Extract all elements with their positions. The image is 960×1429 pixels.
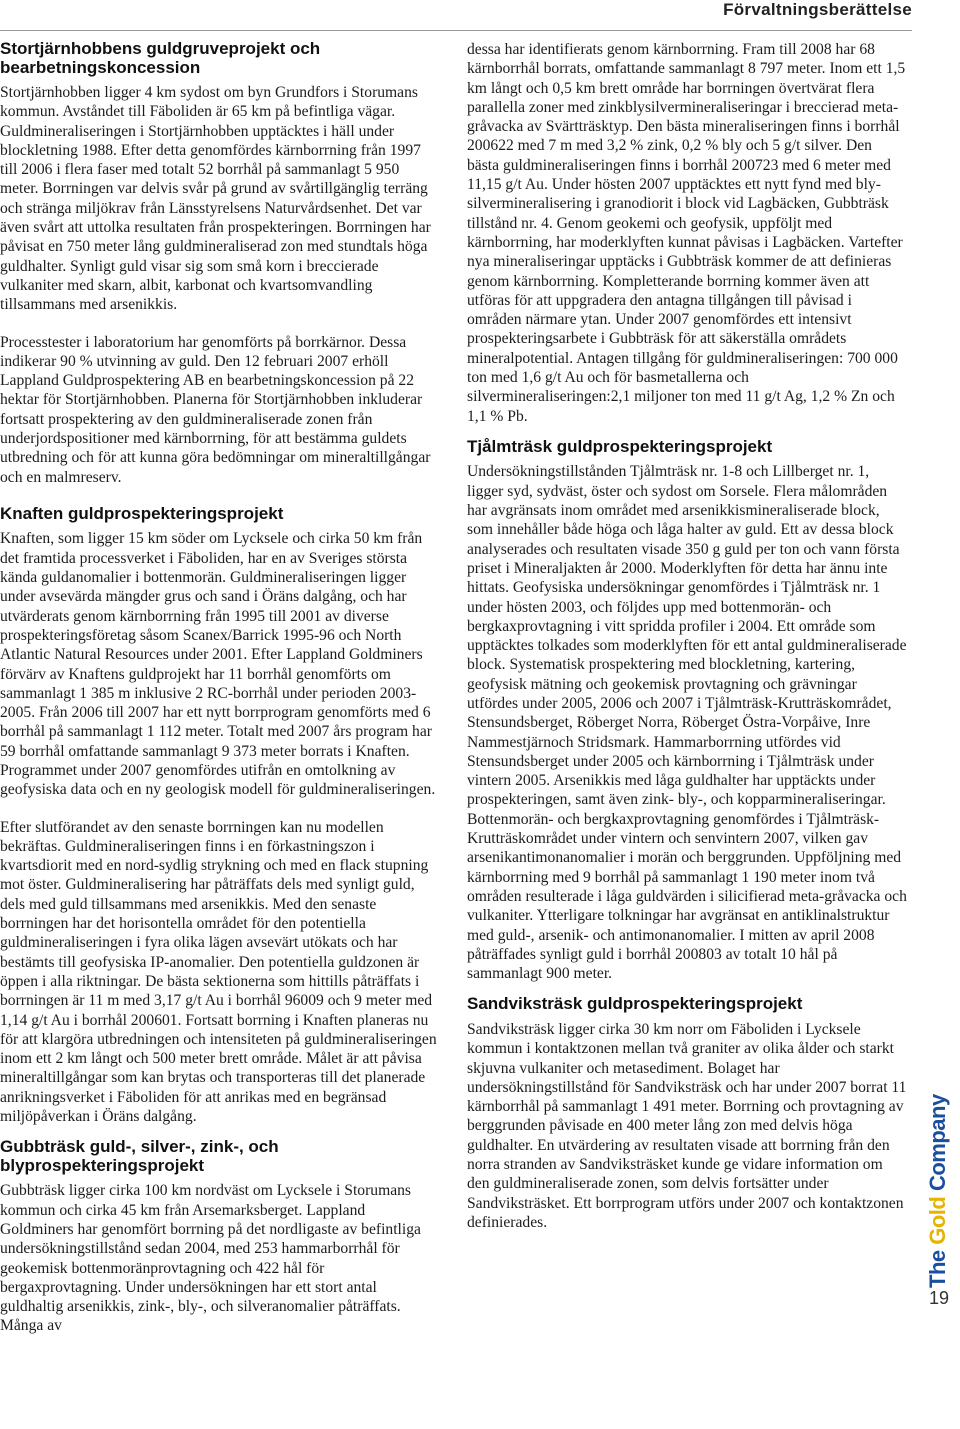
- heading-knaften: Knaften guldprospekteringsprojekt: [0, 503, 284, 523]
- brand-word-gold: Gold: [925, 1196, 950, 1245]
- paragraph-tjalmtrask: Undersökningstillstånden Tjålmträsk nr. 1-8 och Lillberget nr. 1, ligger syd, sydväst, öster och sydost om Sorsele. Flera målområden har avgränsats inom området med arsenikkismineraliserade block, som innehåller både höga och låga halter av guld. Ett av dessa block analyserades och resultaten visade 350 g guld per ton och vann första priset i Mineraljakten år 2000. Moderklyften för detta har ännu inte hittats. Geofysiska undersökningar genomfördes i Tjålmträsk nr. 1 under hösten 2003, och följdes upp med bottenmorän- och bergkaxprovtagning i vitt spridda profiler i 2004. Ett område som upptäcktes tolkades som moderklyften för ett antal guldmineraliserade block. Systematisk prospektering med blockletning, kartering, geofysisk mätning och geokemisk provtagning och grävningar utfördes under 2005, 2006 och 2007 i Tjålmträsk-Krutträskområdet, Stensundsberget, Röberget Norra, Röberget Östra-Vorpåive, Inre Nammestjärnoch Stridsmark. Hammarborrning utfördes vid Stensundsberget under 2005 och kärnborrning i Tjålmträsk under vintern 2005. Arsenikkis med låga guldhalter har upptäckts under prospekteringen, samt även zink- bly-, och kopparmineraliseringar. Bottenmorän- och bergkaxprovtagning genomfördes i Tjålmträsk-Krutträskområdet under vintern och senvintern 2007, vilken gav arsenikantimonanomalier i morän och berggrunden. Uppföljning med kärnborrning med 9 borrhål på sammanlagt 1 190 meter inom två områden resulterade i låga guldvärden i silicifierad meta-gråvacka och vulkaniter. Ytterligare tolkningar har avgränsat en antiklinalstruktur med guld-, arsenik- och antimonanomalier. I mitten av april 2008 påträffades synligt guld i borrhål 200803 av totalt 10 hål på sammanlagt 900 meter.: [467, 463, 907, 983]
- heading-stortjarnhobben: Stortjärnhobbens guldgruveprojekt och bearbetningskoncession: [0, 39, 321, 77]
- brand-word-the: The: [925, 1244, 950, 1288]
- heading-sandvikstrask: Sandviksträsk guldprospekteringsprojekt: [467, 994, 803, 1014]
- header-divider: [0, 30, 912, 31]
- brand-word-company: Company: [925, 1094, 950, 1197]
- left-column: [0, 40, 440, 1354]
- page-number: 19: [928, 1288, 950, 1308]
- paragraph-knaften-2: Efter slutförandet av den senaste borrningen kan nu modellen bekräftas. Guldmineraliseringen finns i en förkastningszon i kvartsdiorit med en nord-sydlig strykning och med en flack stupning mot öster. Guldmineralisering har påträffats dels med synligt guld, dels med guld tillsammans med arsenikkis. Med den senaste borrningen har det horisontella området för den potentiella guldmineraliseringen i fyra olika lägen avsevärt utökats och har bestämts till geofysiska IP-anomalier. Den potentiella guldzonen är öppen i alla riktningar. De bästa sektionerna som hittills påträffats i borrningen är 11 m med 3,17 g/t Au i borrhål 96009 och 9 meter med 1,14 g/t Au i borrhål 200601. Fortsatt borrning i Knaften planeras nu för att klargöra utbredningen och intensiteten på guldmineraliseringen inom ett 2 km långt och 500 meter brett område. Målet är att påvisa mineraltillgångar som kan brytas och transporteras till det planerade anrikningsverket i Fäboliden för att anrikas med en begränsad miljöpåverkan i Öräns dalgång.: [0, 818, 437, 1126]
- brand-logo: [925, 1094, 951, 1288]
- paragraph-gubbtrask-2: dessa har identifierats genom kärnborrning. Fram till 2008 har 68 kärnborrhål borrats, omfattande sammanlagt 8 797 meter. Inom ett 1,5 km långt och 0,5 km brett område har borrningen övertvärat flera parallella zoner med zinkblysilvermineraliseringar i breccierad meta-gråvacka av Svärtträsktyp. Den bästa mineraliseringen finns i borrhål 200622 med 7 m med 3,2 % zink, 0,2 % bly och 5 g/t silver. Den bästa guldmineraliseringen finns i borrhål 200723 med 6 meter med 11,15 g/t Au. Under hösten 2007 upptäcktes ett nytt fynd med bly-silvermineralisering i granodiorit i block vid Lagbäcken, Gubbträsk tillstånd nr. 4. Genom geokemi och geofysik, uppföljt med kärnborrning, har moderklyften kunnat påvisas i Lagbäcken. Vartefter nya mineraliseringar upptäcks i Gubbträsk kommer de att definieras genom kärnborrning. Kompletterande borrning kommer även att utföras för att uppgradera den antagna tillgången till påvisad i områden närmare ytan. Under 2007 genomfördes ett intensivt prospekteringsarbete i Gubbträsk för att säkerställa områdets mineralpotential. Antagen tillgång för guldmineraliseringen: 700 000 ton med 1,6 g/t Au och för basmetallerna och silvermineraliseringen:2,1 miljoner ton med 11 g/t Ag, 1,2 % Zn och 1,1 % Pb.: [467, 41, 906, 425]
- paragraph-sandvikstrask: Sandviksträsk ligger cirka 30 km norr om Fäboliden i Lycksele kommun i kontaktzonen mellan två graniter av olika ålder och starkt skjuvna vulkaniter och metasediment. Bolaget har undersökningstillstånd för Sandviksträsk och har under 2007 borrat 11 kärnborrhål på sammanlagt 1 491 meter. Borrning och provtagning av berggrunden påvisade en 400 meter lång zon med delvis höga guldhalter. En utvärdering av resultaten visade att borrning från den norra stranden av Sandviksträsket kunde ge vidare information om den guldmineraliserade zonen, som delvis fortsätter under Sandviksträsket. Ett borrprogram utförs under 2007 och kontaktzonen definierades.: [467, 1020, 907, 1231]
- section-title: Förvaltningsberättelse: [723, 0, 912, 19]
- paragraph-stortjarnhobben-1: Stortjärnhobben ligger 4 km sydost om byn Grundfors i Storumans kommun. Avståndet till Fäboliden är 65 km på befintliga vägar. Guldmineraliseringen i Stortjärnhobben upptäcktes i häll under blockletning 1988. Efter detta genomfördes kärnborrning från 1997 till 2006 i flera faser med totalt 52 borrhål på sammanlagt 5 950 meter. Borrningen var delvis svår på grund av svårtillgänglig terräng och stränga miljökrav från Länsstyrelsens Naturvårdsenhet. Det var även svårt att uttolka resultaten från prospekteringen. Borrningen har påvisat en 750 meter lång guldmineraliserad zon med stundtals höga guldhalter. Synligt guld visar sig som små korn i breccierade vulkaniter med skarn, albit, karbonat och kvartsomvandling tillsammans med arsenikkis.: [0, 84, 431, 314]
- right-column: [467, 40, 907, 1250]
- paragraph-stortjarnhobben-2: Processtester i laboratorium har genomförts på borrkärnor. Dessa indikerar 90 % utvinning av guld. Den 12 februari 2007 erhöll Lappland Guldprospektering AB en bearbetningskoncession på 22 hektar för Stortjärnhobben. Planerna för Stortjärnhobben inkluderar fortsatt prospektering av den guldmineraliserade zonen från underjordspositioner med kärnborrning, för att bestämma guldets utbredning och för att kunna göra bedömningar om mineraltillgångar och en malmreserv.: [0, 333, 431, 486]
- page-header: [0, 0, 960, 26]
- paragraph-knaften-1: Knaften, som ligger 15 km söder om Lycksele och cirka 50 km från det framtida processverket i Fäboliden, har en av Sveriges största kända guldanomalier i bottenmorän. Guldmineraliseringen ligger under avsevärda mängder grus och sand i Öräns dalgång, och har utvärderats genom kärnborrning från 1995 till 2001 av diverse prospekteringsföretag såsom Scanex/Barrick 1995-96 och North Atlantic Natural Resources under 2001. Efter Lappland Goldminers förvärv av Knaftens guldprojekt har 11 borrhål genomförts om sammanlagt 1 385 m inklusive 2 RC-borrhål under perioden 2003-2005. Från 2006 till 2007 har ett nytt borrprogram genomförts med 6 borrhål på sammanlagt 1 112 meter. Totalt med 2007 års program har 59 borrhål omfattande sammanlagt 9 373 meter borrats i Knaften. Programmet under 2007 genomfördes utifrån en omtolkning av geofysiska data och en ny geologisk modell för guldmineraliseringen.: [0, 530, 436, 799]
- paragraph-gubbtrask-1: Gubbträsk ligger cirka 100 km nordväst om Lycksele i Storumans kommun och cirka 45 km från Arsemarksberget. Lappland Goldminers har genomfört borrning på det nordligaste av befintliga undersökningstillstånd sedan 2004, med 253 hammarborrhål för geokemisk bottenmoränprovtagning och 422 hål för bergaxprovtagning. Under undersökningen har ett stort antal guldhaltig arsenikkis, zink-, bly-, och silveranomalier påträffats. Många av: [0, 1182, 421, 1335]
- heading-tjalmtrask: Tjålmträsk guldprospekteringsprojekt: [467, 436, 773, 456]
- heading-gubbtrask: Gubbträsk guld-, silver-, zink-, och blyprospekteringsprojekt: [0, 1137, 279, 1175]
